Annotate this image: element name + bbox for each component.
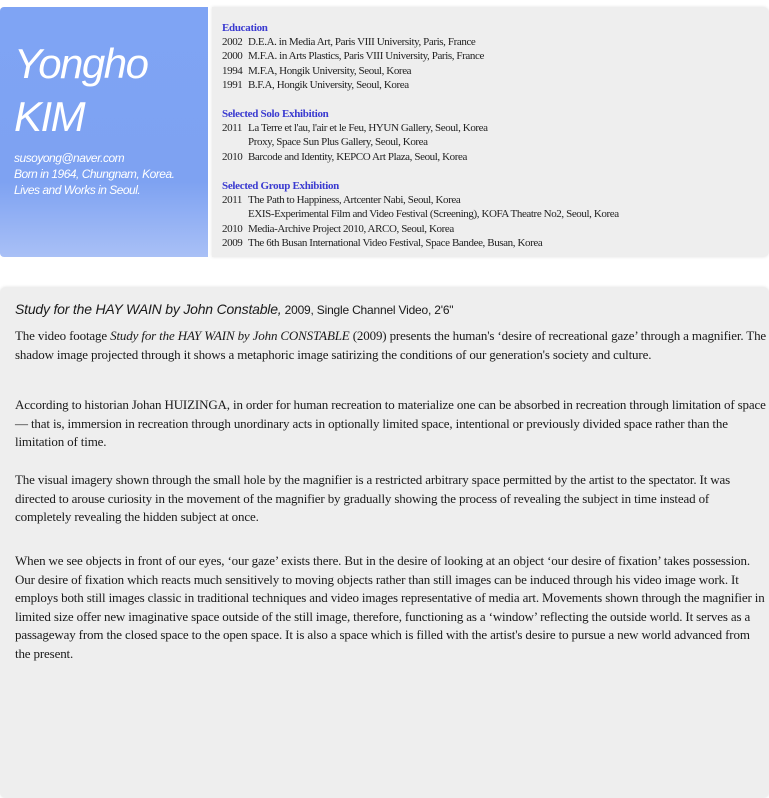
- work-meta: 2009, Single Channel Video, 2'6": [281, 303, 454, 317]
- solo-exhibition-text: Barcode and Identity, KEPCO Art Plaza, Seoul, Korea: [248, 150, 467, 163]
- solo-exhibition-text: La Terre et l'au, l'air et le Feu, HYUN Gallery, Seoul, Korea: [248, 122, 488, 134]
- group-exhibition-item: [222, 193, 619, 207]
- education-item: [222, 35, 484, 49]
- essay-paragraph-4: When we see objects in front of our eyes, ‘our gaze’ exists there. But in the desire of looking at an object ‘our desire of fixation’ takes possession. Our desire of fixation which reacts much sensitively to moving objects rather than still images can be induced through his video image work. It employs both still images classic in traditional techniques and video images representative of media art. Movements shown through the magnifier in limited size offer new imaginative space outside of the still image, therefore, functioning as a ‘window’ reflecting the outside world. It serves as a passageway from the closed space to the open space. It is also a space which is filled with the artist's desire to pursue a new world advanced from the present.: [15, 553, 765, 661]
- group-exhibition-heading: Selected Group Exhibition: [222, 180, 339, 192]
- education-year: 1991: [222, 79, 243, 92]
- work-title-text: Study for the HAY WAIN by John Constable,: [15, 301, 282, 317]
- education-year: 1994: [222, 64, 243, 77]
- group-exhibition-text: The Path to Happiness, Artcenter Nabi, Seoul, Korea: [248, 194, 461, 206]
- solo-exhibition-item: [222, 135, 488, 149]
- essay-paragraph-2: According to historian Johan HUIZINGA, in order for human recreation to materialize one can be absorbed in recreation through limitation of space — that is, immersion in recreation through unordinary acts in optionally limited space, intentional or previously divided space rather than the limitation of time.: [15, 397, 766, 450]
- education-item: [222, 49, 484, 63]
- essay-p1-intro: The video footage: [15, 328, 111, 343]
- group-exhibition-item: [222, 222, 619, 236]
- group-exhibition-item: [222, 236, 619, 250]
- essay-p1-body: (2009) presents the human's ‘desire of recreational gaze’ through a magnifier. The shadow image projected through it shows a metaphoric image satirizing the conditions of our generation's society and culture.: [15, 328, 767, 362]
- group-exhibition-year: 2010: [222, 222, 243, 235]
- work-title: [15, 301, 453, 317]
- solo-exhibition-item: [222, 150, 488, 164]
- group-exhibition-text: EXIS-Experimental Film and Video Festival (Screening), KOFA Theatre No2, Seoul, Korea: [248, 208, 619, 221]
- solo-exhibition-year: 2011: [222, 122, 242, 134]
- group-exhibition-year: 2011: [222, 194, 242, 206]
- education-heading: Education: [222, 22, 268, 34]
- artist-email: susoyong@naver.com: [14, 151, 125, 165]
- group-exhibition-year: 2009: [222, 237, 243, 250]
- group-exhibition-section: [222, 179, 619, 251]
- solo-exhibition-year: 2010: [222, 150, 243, 163]
- group-exhibition-text: The 6th Busan International Video Festival, Space Bandee, Busan, Korea: [248, 237, 543, 250]
- education-item: [222, 64, 484, 78]
- education-text: M.F.A. in Arts Plastics, Paris VIII University, Paris, France: [248, 50, 484, 63]
- solo-exhibition-text: Proxy, Space Sun Plus Gallery, Seoul, Korea: [248, 136, 428, 149]
- education-text: B.F.A, Hongik University, Seoul, Korea: [248, 79, 409, 92]
- solo-exhibition-item: [222, 121, 488, 135]
- essay-paragraph-1: [15, 327, 767, 364]
- education-year: 2002: [222, 36, 243, 48]
- group-exhibition-text: Media-Archive Project 2010, ARCO, Seoul, Korea: [248, 222, 454, 235]
- essay-p1-work-title: Study for the HAY WAIN by John CONSTABLE: [110, 328, 350, 343]
- artist-profile-card: [0, 7, 208, 257]
- solo-exhibition-heading: Selected Solo Exhibition: [222, 108, 329, 120]
- artist-residence-info: Lives and Works in Seoul.: [14, 183, 141, 197]
- education-item: [222, 78, 484, 92]
- artist-last-name: KIM: [14, 93, 85, 140]
- artist-first-name: Yongho: [14, 40, 148, 87]
- education-text: M.F.A, Hongik University, Seoul, Korea: [248, 64, 412, 77]
- artist-birth-info: Born in 1964, Chungnam, Korea.: [14, 167, 175, 181]
- education-year: 2000: [222, 50, 243, 63]
- essay-paragraph-3: The visual imagery shown through the small hole by the magnifier is a restricted arbitrary space permitted by the artist to the spectator. It was directed to arouse curiosity in the movement of the magnifier by gradually showing the process of revealing the subject in time instead of completely revealing the hidden subject at once.: [15, 472, 731, 525]
- education-text: D.E.A. in Media Art, Paris VIII University, Paris, France: [248, 36, 476, 48]
- group-exhibition-item: [222, 207, 619, 221]
- work-description-panel: [0, 287, 769, 798]
- education-section: [222, 21, 484, 93]
- solo-exhibition-section: [222, 107, 488, 164]
- cv-panel: [212, 7, 769, 257]
